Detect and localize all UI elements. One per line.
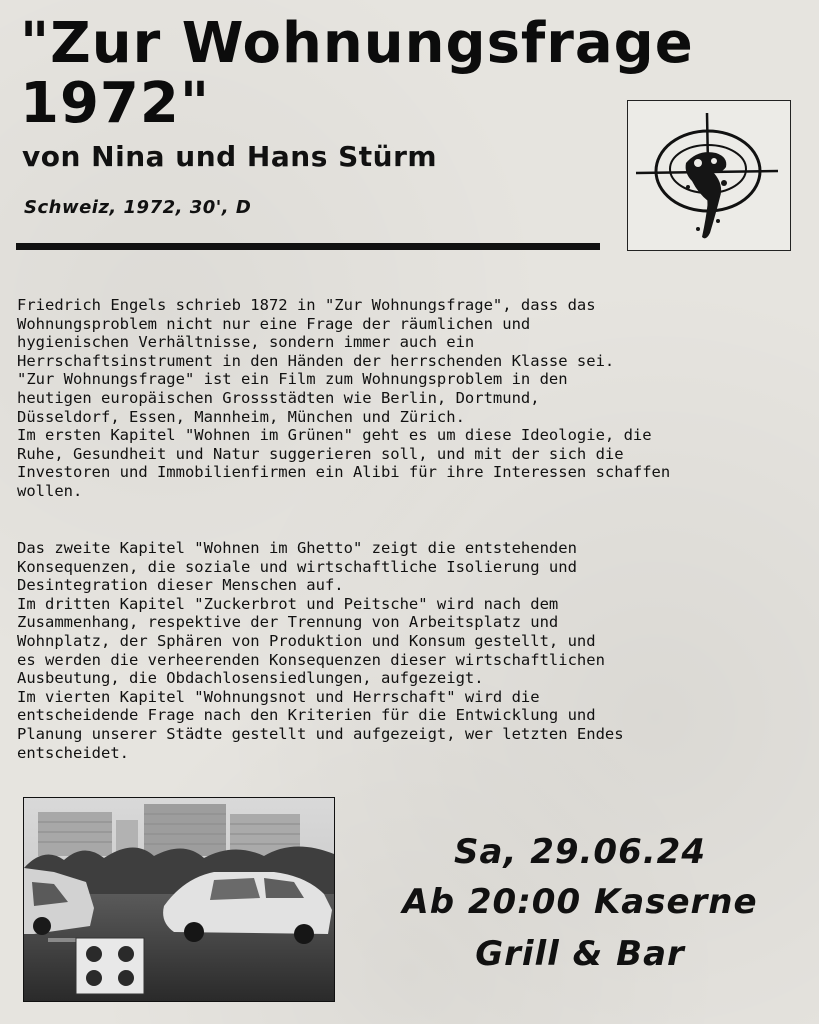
film-title-line1: "Zur Wohnungsfrage	[20, 11, 694, 76]
crosshair-logo-icon	[627, 100, 791, 251]
synopsis-line: Ruhe, Gesundheit und Natur suggerieren soll, und mit der sich die	[17, 444, 624, 463]
event-time-location: Ab 20:00 Kaserne	[402, 882, 758, 922]
synopsis-line: Das zweite Kapitel "Wohnen im Ghetto" zeigt die entstehenden	[17, 539, 577, 557]
synopsis-line: Im dritten Kapitel "Zuckerbrot und Peitsche" wird nach dem	[17, 594, 559, 613]
event-extra: Grill & Bar	[475, 934, 685, 974]
film-meta: Schweiz, 1972, 30', D	[24, 197, 252, 218]
synopsis-line: wollen.	[17, 481, 83, 500]
abandoned-cars-photo	[23, 797, 335, 1002]
synopsis-line: Planung unserer Städte gestellt und aufgezeigt, wer letzten Endes	[17, 724, 624, 743]
synopsis-line: hygienischen Verhältnisse, sondern immer auch ein	[17, 333, 475, 352]
synopsis-line: Wohnungsproblem nicht nur eine Frage der räumlichen und	[17, 314, 531, 333]
synopsis-line: Desintegration dieser Menschen auf.	[17, 576, 344, 595]
synopsis-paragraph-2	[17, 539, 807, 762]
film-directors: von Nina und Hans Stürm	[22, 140, 438, 173]
event-date: Sa, 29.06.24	[454, 832, 706, 872]
synopsis-line: Friedrich Engels schrieb 1872 in "Zur Wohnungsfrage", dass das	[17, 296, 596, 314]
synopsis-line: Ausbeutung, die Obdachlosensiedlungen, aufgezeigt.	[17, 669, 484, 688]
synopsis-line: Im ersten Kapitel "Wohnen im Grünen" geht es um diese Ideologie, die	[17, 426, 652, 445]
synopsis-paragraph-1	[17, 296, 807, 501]
synopsis-line: Düsseldorf, Essen, Mannheim, München und Zürich.	[17, 407, 465, 426]
synopsis-line: Zusammenhang, respektive der Trennung von Arbeitsplatz und	[17, 613, 559, 632]
synopsis-line: Investoren und Immobilienfirmen ein Alibi für ihre Interessen schaffen	[17, 463, 671, 482]
film-title-line2: 1972"	[20, 71, 211, 136]
synopsis-line: Im vierten Kapitel "Wohnungsnot und Herrschaft" wird die	[17, 687, 540, 706]
synopsis-line: entscheidende Frage nach den Kriterien für die Entwicklung und	[17, 706, 596, 725]
synopsis-line: Wohnplatz, der Sphären von Produktion und Konsum gestellt, und	[17, 631, 596, 650]
title-divider	[16, 243, 600, 250]
synopsis-line: heutigen europäischen Grossstädten wie Berlin, Dortmund,	[17, 388, 540, 407]
synopsis-line: Herrschaftsinstrument in den Händen der herrschenden Klasse sei.	[17, 351, 615, 370]
synopsis-line: es werden die verheerenden Konsequenzen dieser wirtschaftlichen	[17, 650, 605, 669]
synopsis-line: "Zur Wohnungsfrage" ist ein Film zum Wohnungsproblem in den	[17, 370, 568, 389]
synopsis-line: Konsequenzen, die soziale und wirtschaftliche Isolierung und	[17, 557, 577, 576]
synopsis-line: entscheidet.	[17, 743, 129, 762]
